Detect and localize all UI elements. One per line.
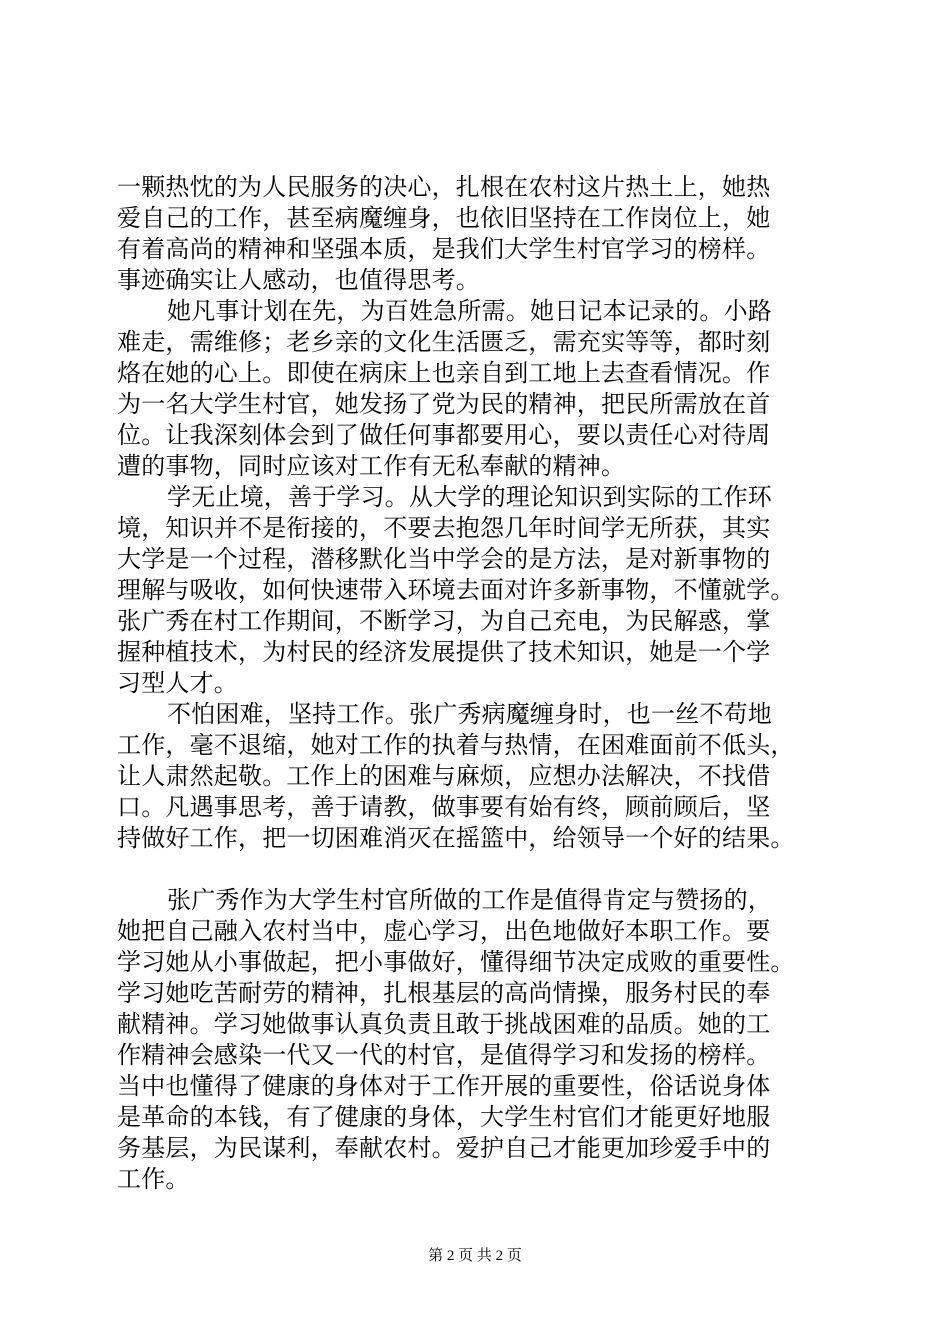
text-line: 工作，毫不退缩，她对工作的执着与热情，在困难面前不低头， bbox=[117, 731, 795, 759]
text-line: 持做好工作，把一切困难消灭在摇篮中，给领导一个好的结果。 bbox=[117, 824, 795, 852]
text-line: 张广秀作为大学生村官所做的工作是值得肯定与赞扬的， bbox=[167, 886, 772, 914]
text-line: 务基层，为民谋利，奉献农村。爱护自己才能更加珍爱手中的 bbox=[117, 1134, 771, 1162]
document-body bbox=[117, 172, 877, 1195]
text-line: 事迹确实让人感动，也值得思考。 bbox=[117, 266, 480, 294]
text-line: 她凡事计划在先，为百姓急所需。她日记本记录的。小路 bbox=[167, 297, 772, 325]
text-line: 工作。 bbox=[117, 1165, 190, 1193]
text-line: 一颗热忱的为人民服务的决心，扎根在农村这片热土上，她热 bbox=[117, 173, 771, 201]
text-line: 习型人才。 bbox=[117, 669, 238, 697]
text-line: 为一名大学生村官，她发扬了党为民的精神，把民所需放在首 bbox=[117, 390, 771, 418]
text-line: 献精神。学习她做事认真负责且敢于挑战困难的品质。她的工 bbox=[117, 1010, 771, 1038]
text-line: 难走，需维修；老乡亲的文化生活匮乏，需充实等等，都时刻 bbox=[117, 328, 771, 356]
text-line: 握种植技术，为村民的经济发展提供了技术知识，她是一个学 bbox=[117, 638, 771, 666]
text-line: 是革命的本钱，有了健康的身体，大学生村官们才能更好地服 bbox=[117, 1103, 771, 1131]
text-line: 让人肃然起敬。工作上的困难与麻烦，应想办法解决，不找借 bbox=[117, 762, 771, 790]
text-line: 学习她从小事做起，把小事做好，懂得细节决定成败的重要性。 bbox=[117, 948, 795, 976]
text-line: 张广秀在村工作期间，不断学习，为自己充电，为民解惑，掌 bbox=[117, 607, 771, 635]
blank-line bbox=[117, 854, 877, 885]
text-line: 遭的事物，同时应该对工作有无私奉献的精神。 bbox=[117, 452, 626, 480]
text-line: 当中也懂得了健康的身体对于工作开展的重要性，俗话说身体 bbox=[117, 1072, 771, 1100]
text-line: 她把自己融入农村当中，虚心学习，出色地做好本职工作。要 bbox=[117, 917, 771, 945]
text-line: 位。让我深刻体会到了做任何事都要用心，要以责任心对待周 bbox=[117, 421, 771, 449]
text-line: 理解与吸收，如何快速带入环境去面对许多新事物，不懂就学。 bbox=[117, 576, 795, 604]
text-line: 烙在她的心上。即使在病床上也亲自到工地上去查看情况。作 bbox=[117, 359, 771, 387]
page-footer: 第 2 页 共 2 页 bbox=[428, 1248, 522, 1264]
text-line: 作精神会感染一代又一代的村官，是值得学习和发扬的榜样。 bbox=[117, 1041, 771, 1069]
text-line: 有着高尚的精神和坚强本质，是我们大学生村官学习的榜样。 bbox=[117, 235, 771, 263]
text-line: 学无止境，善于学习。从大学的理论知识到实际的工作环 bbox=[167, 483, 772, 511]
text-line: 学习她吃苦耐劳的精神，扎根基层的高尚情操，服务村民的奉 bbox=[117, 979, 771, 1007]
text-line: 口。凡遇事思考，善于请教，做事要有始有终，顾前顾后，坚 bbox=[117, 793, 771, 821]
text-line: 爱自己的工作，甚至病魔缠身，也依旧坚持在工作岗位上，她 bbox=[117, 204, 771, 232]
text-line: 大学是一个过程，潜移默化当中学会的是方法，是对新事物的 bbox=[117, 545, 771, 573]
text-line: 不怕困难，坚持工作。张广秀病魔缠身时，也一丝不苟地 bbox=[167, 700, 772, 728]
text-line: 境，知识并不是衔接的，不要去抱怨几年时间学无所获，其实 bbox=[117, 514, 771, 542]
